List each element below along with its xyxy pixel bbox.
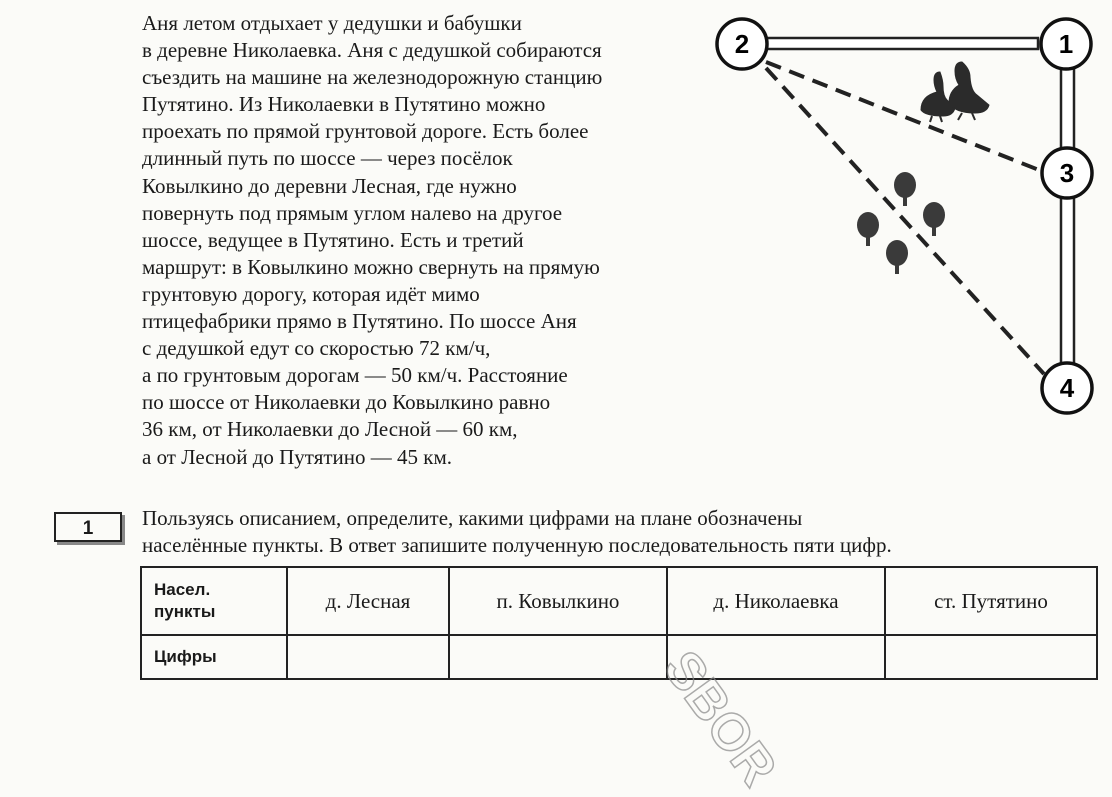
- answer-table: [140, 566, 1098, 680]
- text-line: длинный путь по шоссе — через посёлок: [142, 146, 513, 171]
- highway-road-top: [766, 38, 1038, 49]
- text-line: Путятино. Из Николаевки в Путятино можно: [142, 92, 546, 117]
- column-header: д. Николаевка: [667, 567, 885, 635]
- text-line: грунтовую дорогу, которая идёт мимо: [142, 281, 480, 306]
- svg-text:4: 4: [1059, 373, 1075, 403]
- text-line: Аня летом отдыхает у дедушки и бабушки: [142, 11, 522, 35]
- problem-description: [142, 10, 680, 471]
- question-line: Пользуясь описанием, определите, какими цифрами на плане обозначены: [142, 506, 803, 530]
- question-text: [142, 505, 1090, 559]
- text-line: а по грунтовым дорогам — 50 км/ч. Расстояние: [142, 363, 568, 388]
- column-header: п. Ковылкино: [449, 567, 667, 635]
- column-header: ст. Путятино: [885, 567, 1097, 635]
- header-label-line: Насел.: [154, 580, 211, 599]
- text-line: проехать по прямой грунтовой дороге. Есть более: [142, 119, 589, 144]
- row-label: Цифры: [141, 635, 287, 679]
- tree-icon: [857, 212, 879, 246]
- header-cell: [141, 567, 287, 635]
- question-line: населённые пункты. В ответ запишите полученную последовательность пяти цифр.: [142, 533, 892, 557]
- svg-text:1: 1: [1058, 29, 1074, 59]
- svg-text:2: 2: [734, 29, 750, 59]
- text-line: съездить на машине на железнодорожную станцию: [142, 65, 603, 90]
- text-line: по шоссе от Николаевки до Ковылкино равно: [142, 390, 551, 415]
- goose-icon: [949, 62, 989, 120]
- tree-icon: [923, 202, 945, 236]
- text-line: с дедушкой едут со скоростью 72 км/ч,: [142, 336, 491, 361]
- text-line: повернуть под прямым углом налево на другое: [142, 200, 563, 225]
- text-line: маршрут: в Ковылкино можно свернуть на прямую: [142, 254, 600, 279]
- text-line: птицефабрики прямо в Путятино. По шоссе Аня: [142, 309, 577, 334]
- digit-answer-cell[interactable]: [287, 635, 449, 679]
- map-point-3: [1042, 148, 1092, 198]
- table-row: [141, 567, 1097, 635]
- text-line: Ковылкино до деревни Лесная, где нужно: [142, 173, 517, 198]
- text-line: шоссе, ведущее в Путятино. Есть и третий: [142, 227, 524, 252]
- text-line: в деревне Николаевка. Аня с дедушкой собираются: [142, 38, 602, 63]
- tree-icon: [894, 172, 916, 206]
- svg-text:3: 3: [1059, 158, 1075, 188]
- table-row: [141, 635, 1097, 679]
- text-line: 36 км, от Николаевки до Лесной — 60 км,: [142, 417, 518, 442]
- map-point-1: [1041, 19, 1091, 69]
- header-label-line: пункты: [154, 602, 216, 621]
- tree-icon: [886, 240, 908, 274]
- digit-answer-cell[interactable]: [885, 635, 1097, 679]
- map-point-2: [717, 19, 767, 69]
- dirt-road-2-to-3: [766, 62, 1044, 172]
- watermark: SBOR: [652, 640, 788, 797]
- dirt-road-2-to-4: [766, 68, 1044, 374]
- highway-road-right: [1061, 67, 1074, 367]
- route-plan-diagram: [700, 0, 1112, 440]
- column-header: д. Лесная: [287, 567, 449, 635]
- digit-answer-cell[interactable]: [449, 635, 667, 679]
- text-line: а от Лесной до Путятино — 45 км.: [142, 444, 453, 469]
- question-number-badge: 1: [54, 512, 122, 542]
- map-point-4: [1042, 363, 1092, 413]
